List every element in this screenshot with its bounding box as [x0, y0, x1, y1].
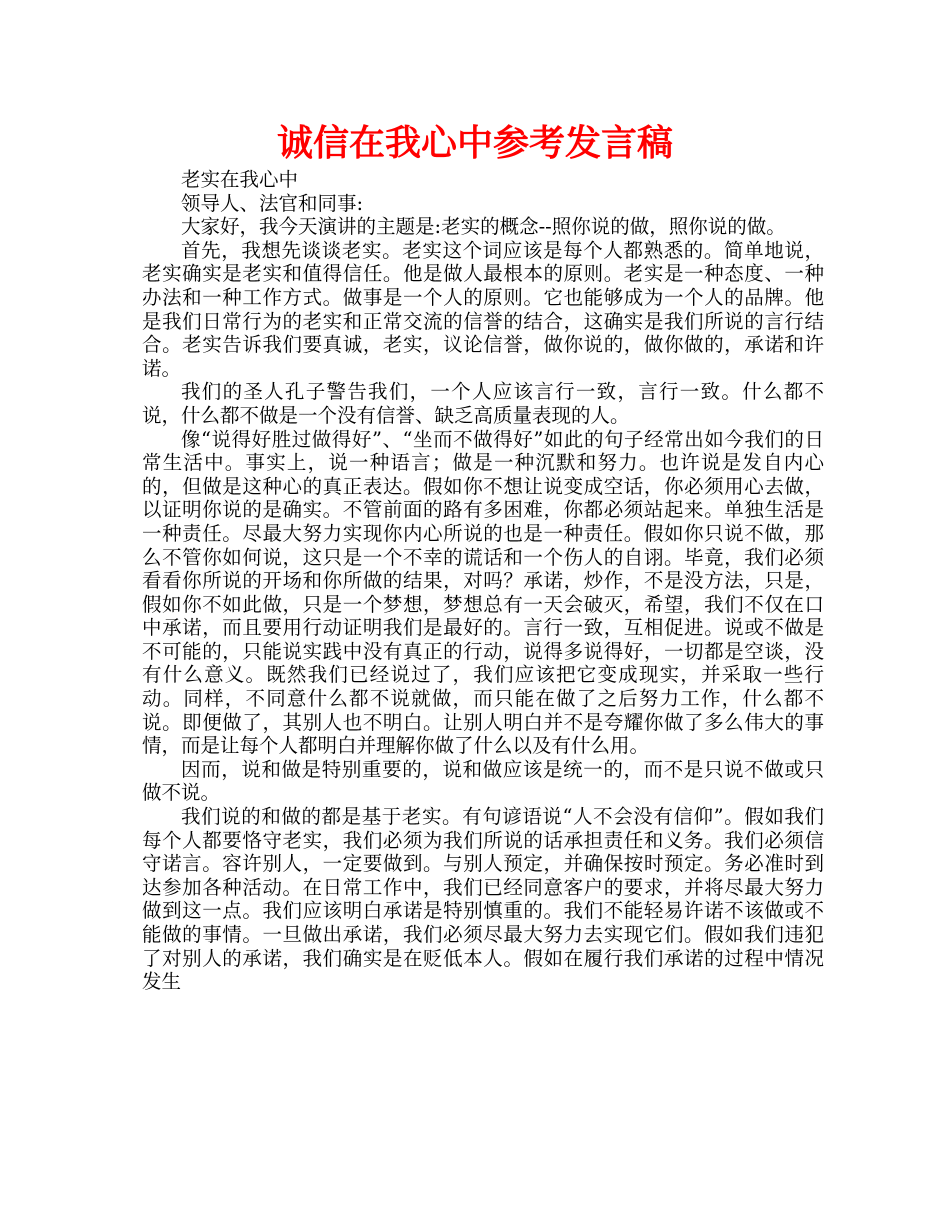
document-body — [142, 168, 824, 994]
paragraph: 领导人、法官和同事: — [181, 191, 364, 215]
paragraph: 首先，我想先谈谈老实。老实这个词应该是每个人都熟悉的。简单地说，老实确实是老实和值得信任。他是做人最根本的原则。老实是一种态度、一种办法和一种工作方式。做事是一个人的原则。它也能够成为一个人的品牌。他是我们日常行为的老实和正常交流的信誉的结合，这确实是我们所说的言行结合。老实告诉我们要真诚，老实，议论信誉，做你说的，做你做的，承诺和许诺。 — [142, 238, 824, 380]
paragraph: 我们的圣人孔子警告我们，一个人应该言行一致，言行一致。什么都不说，什么都不做是一个没有信誉、缺乏高质量表现的人。 — [142, 380, 824, 427]
paragraph: 我们说的和做的都是基于老实。有句谚语说“人不会没有信仰”。假如我们每个人都要恪守老实，我们必须为我们所说的话承担责任和义务。我们必须信守诺言。容许别人，一定要做到。与别人预定，并确保按时预定。务必准时到达参加各种活动。在日常工作中，我们已经同意客户的要求，并将尽最大努力做到这一点。我们应该明白承诺是特别慎重的。我们不能轻易许诺不该做或不能做的事情。一旦做出承诺，我们必须尽最大努力去实现它们。假如我们违犯了对别人的承诺，我们确实是在贬低本人。假如在履行我们承诺的过程中情况发生 — [142, 805, 824, 994]
document-title: 诚信在我心中参考发言稿 — [276, 123, 673, 164]
paragraph: 因而，说和做是特别重要的，说和做应该是统一的，而不是只说不做或只做不说。 — [142, 757, 824, 805]
paragraph: 大家好，我今天演讲的主题是:老实的概念--照你说的做，照你说的做。 — [181, 215, 786, 239]
paragraph: 像“说得好胜过做得好”、“坐而不做得好”如此的句子经常出如今我们的日常生活中。事实上，说一种语言；做是一种沉默和努力。也许说是发自内心的，但做是这种心的真正表达。假如你不想让说变成空话，你必须用心去做，以证明你说的是确实。不管前面的路有多困难，你都必须站起来。单独生活是一种责任。尽最大努力实现你内心所说的也是一种责任。假如你只说不做，那么不管你如何说，这只是一个不幸的谎话和一个伤人的自诩。毕竟，我们必须看看你所说的开场和你所做的结果，对吗？承诺，炒作，不是没方法，只是，假如你不如此做，只是一个梦想，梦想总有一天会破灭，希望，我们不仅在口中承诺，而且要用行动证明我们是最好的。言行一致，互相促进。说或不做是不可能的，只能说实践中没有真正的行动，说得多说得好，一切都是空谈，没有什么意义。既然我们已经说过了，我们应该把它变成现实，并采取一些行动。同样，不同意什么都不说就做，而只能在做了之后努力工作，什么都不说。即便做了，其别人也不明白。让别人明白并不是夸耀你做了多么伟大的事情，而是让每个人都明白并理解你做了什么以及有什么用。 — [142, 427, 824, 758]
paragraph: 老实在我心中 — [181, 168, 299, 191]
